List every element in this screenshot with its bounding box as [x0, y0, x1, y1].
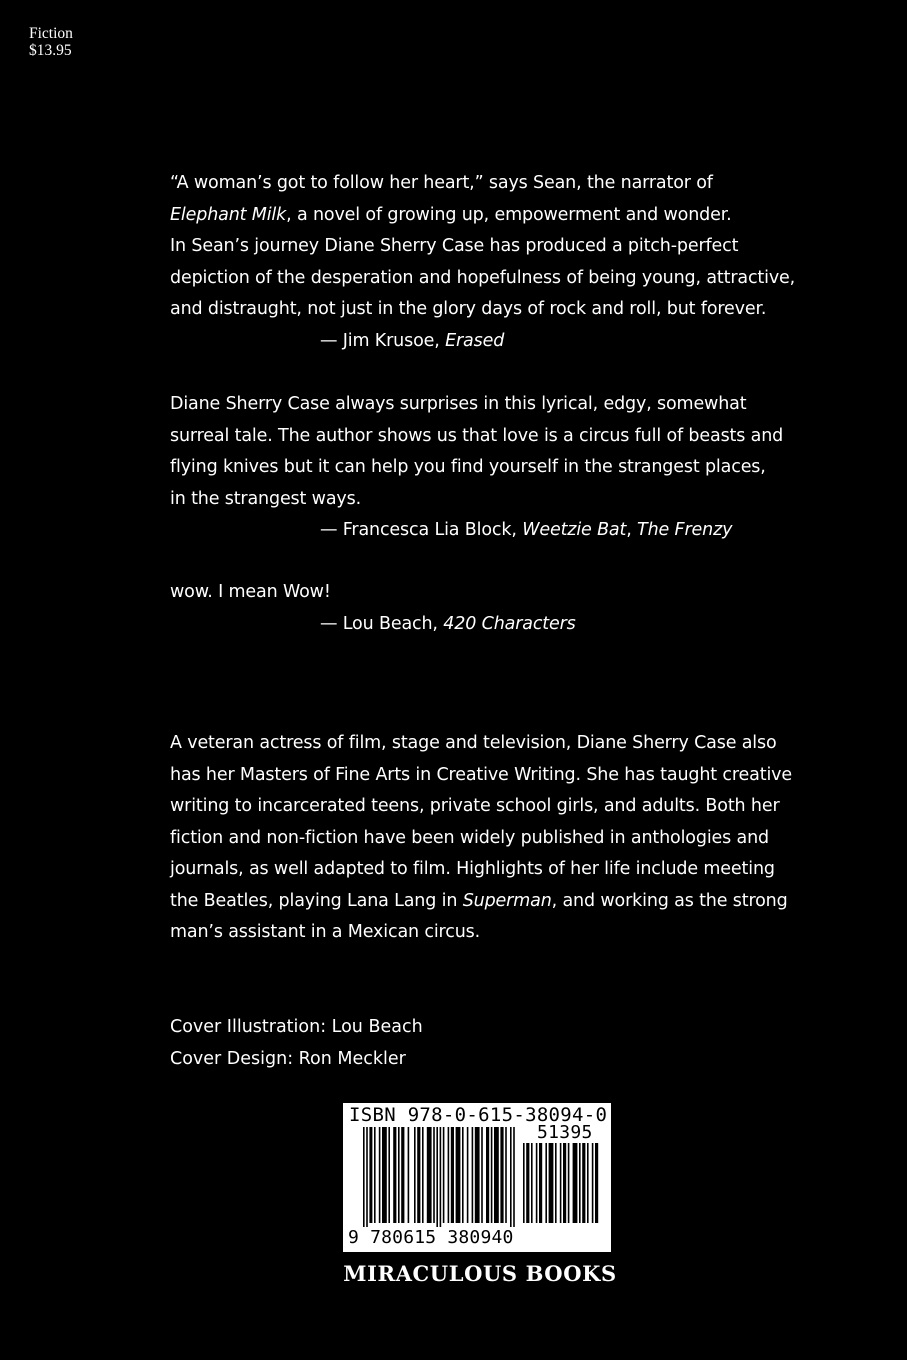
- price-code: 51395: [537, 1122, 593, 1143]
- barcode-bar: [414, 1127, 416, 1223]
- barcode-bar: [481, 1127, 483, 1223]
- bio-line: has her Masters of Fine Arts in Creative Writing. She has taught creative: [170, 764, 792, 785]
- barcode-bar: [366, 1127, 368, 1227]
- illustration-credit: Cover Illustration: Lou Beach: [170, 1017, 423, 1037]
- barcode-bar: [456, 1127, 461, 1223]
- author-bio: [170, 728, 830, 949]
- publisher-name: MIRACULOUS BOOKS: [343, 1261, 617, 1286]
- barcode-bar: [388, 1127, 390, 1223]
- barcode-bar: [408, 1127, 410, 1223]
- barcode-bar: [555, 1143, 557, 1223]
- barcode-bar: [369, 1127, 372, 1223]
- bio-line: fiction and non-fiction have been widely published in anthologies and: [170, 827, 770, 848]
- blurb-line: “A woman’s got to follow her heart,” says Sean, the narrator of: [170, 173, 713, 193]
- blurb-francesca-lia-block: [170, 389, 830, 547]
- blurb-line: wow. I mean Wow!: [170, 582, 331, 602]
- barcode-bar: [568, 1143, 570, 1223]
- barcode-bar: [393, 1127, 396, 1223]
- barcode-bar: [436, 1127, 438, 1227]
- blurb-line: flying knives but it can help you find yourself in the strangest places,: [170, 457, 766, 477]
- barcode-bar: [513, 1127, 515, 1227]
- barcode-bar: [451, 1127, 454, 1223]
- barcode-bar: [531, 1143, 533, 1223]
- barcode-bar: [526, 1143, 529, 1223]
- blurb-jim-krusoe: [170, 168, 830, 357]
- bio-line: the Beatles, playing Lana Lang in Superman, and working as the strong: [170, 890, 788, 911]
- barcode-bar: [398, 1127, 400, 1223]
- blurb-line: Diane Sherry Case always surprises in this lyrical, edgy, somewhat: [170, 394, 747, 414]
- barcode-bar: [523, 1143, 525, 1223]
- blurb-attribution: — Jim Krusoe, Erased: [320, 330, 505, 351]
- barcode-bar: [422, 1127, 424, 1223]
- price-label: $13.95: [29, 42, 72, 59]
- barcode-bar: [563, 1143, 566, 1223]
- blurb-line: Elephant Milk, a novel of growing up, empowerment and wonder.: [170, 204, 732, 225]
- barcode-bar: [505, 1127, 507, 1223]
- barcode-bar: [382, 1127, 387, 1223]
- barcode-bar: [374, 1127, 376, 1223]
- cover-credits: [170, 1012, 423, 1075]
- barcode-bar: [560, 1143, 562, 1223]
- barcode-bar: [587, 1143, 589, 1223]
- price-bars: [523, 1143, 605, 1223]
- blurb-line: in the strangest ways.: [170, 488, 361, 509]
- barcode-bar: [440, 1127, 442, 1227]
- barcode-bar: [494, 1127, 499, 1223]
- barcode-bar: [595, 1143, 598, 1223]
- isbn-barcode: [343, 1103, 611, 1252]
- blurb-line: surreal tale. The author shows us that love is a circus full of beasts and: [170, 425, 784, 446]
- blurb-line: and distraught, not just in the glory days of rock and roll, but forever.: [170, 299, 767, 319]
- bio-line: writing to incarcerated teens, private school girls, and adults. Both her: [170, 796, 780, 816]
- barcode-bar: [592, 1143, 594, 1223]
- blurb-attribution: — Francesca Lia Block, Weetzie Bat, The Frenzy: [320, 520, 733, 540]
- price-block: [29, 25, 73, 59]
- bio-line: A veteran actress of film, stage and television, Diane Sherry Case also: [170, 733, 777, 753]
- isbn-label: ISBN 978-0-615-38094-0: [349, 1104, 608, 1126]
- barcode-bar: [472, 1127, 474, 1223]
- barcode-bar: [427, 1127, 432, 1223]
- barcode-bar: [545, 1143, 547, 1223]
- barcode-bar: [379, 1127, 381, 1223]
- ean-bars: [363, 1127, 523, 1227]
- barcode-bar: [491, 1127, 493, 1223]
- barcode-bar: [510, 1127, 512, 1227]
- blurb-line: depiction of the desperation and hopefulness of being young, attractive,: [170, 267, 796, 288]
- design-credit: Cover Design: Ron Meckler: [170, 1048, 406, 1069]
- bio-line: journals, as well adapted to film. Highlights of her life include meeting: [170, 859, 775, 879]
- blurb-lou-beach: [170, 577, 830, 640]
- barcode-bar: [467, 1127, 469, 1223]
- barcode-bar: [539, 1143, 542, 1223]
- ean-number: 9 780615 380940: [348, 1227, 514, 1248]
- barcode-bar: [417, 1127, 420, 1223]
- barcode-bar: [433, 1127, 435, 1223]
- barcode-bar: [500, 1127, 503, 1223]
- genre-label: Fiction: [29, 25, 73, 42]
- barcode-bar: [573, 1143, 578, 1223]
- barcode-bar: [582, 1143, 585, 1223]
- bio-line: man’s assistant in a Mexican circus.: [170, 922, 481, 942]
- barcode-bar: [486, 1127, 489, 1223]
- barcode-bar: [363, 1127, 365, 1227]
- barcode-bar: [475, 1127, 480, 1223]
- blurb-line: In Sean’s journey Diane Sherry Case has produced a pitch-perfect: [170, 236, 739, 256]
- book-title: Elephant Milk: [170, 204, 287, 225]
- barcode-bar: [462, 1127, 464, 1223]
- barcode-bar: [443, 1127, 445, 1223]
- barcode-bar: [448, 1127, 450, 1223]
- barcode-bar: [401, 1127, 404, 1223]
- barcode-bar: [536, 1143, 538, 1223]
- barcode-bar: [549, 1143, 554, 1223]
- blurb-attribution: — Lou Beach, 420 Characters: [320, 613, 576, 634]
- barcode-bar: [579, 1143, 581, 1223]
